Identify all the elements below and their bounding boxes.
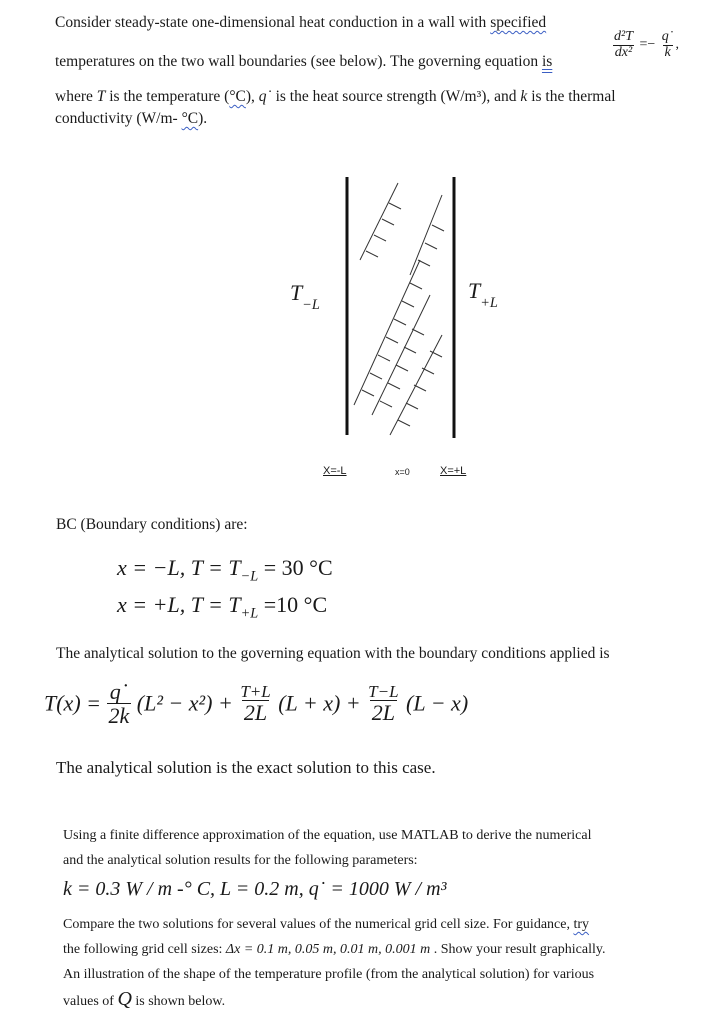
- governing-equation: [612, 30, 679, 60]
- fraction-denominator: dx²: [614, 44, 633, 60]
- equals-minus: =−: [639, 37, 656, 53]
- exact-solution-note: The analytical solution is the exact solution to this case.: [56, 758, 436, 777]
- frac3-den: 2L: [371, 700, 395, 726]
- task-line: [63, 987, 688, 1014]
- task-paragraph-1: [63, 823, 683, 873]
- bc-row-2: [117, 592, 327, 622]
- bc2-sub: +L: [240, 605, 259, 622]
- label-T: T: [290, 280, 303, 305]
- task-line: An illustration of the shape of the temperature profile (from the analytical solution) for various: [63, 967, 595, 982]
- text: . Show your result graphically.: [430, 942, 606, 957]
- grid-cell-sizes: Δx = 0.1 m, 0.05 m, 0.01 m, 0.001 m: [225, 942, 431, 957]
- axis-label-x-minus-L: X=-L: [323, 465, 347, 477]
- symbol-q: q˙: [258, 88, 272, 105]
- solution-fraction-3: [366, 683, 400, 725]
- text: where: [55, 88, 97, 105]
- frac2-den: 2L: [243, 700, 268, 726]
- right-temperature-label: [468, 278, 498, 312]
- bc-heading: BC (Boundary conditions) are:: [56, 516, 248, 533]
- left-temperature-label: [290, 280, 320, 314]
- text: the following grid cell sizes:: [63, 942, 226, 957]
- text: ).: [198, 110, 208, 127]
- task-line: and the analytical solution results for the following parameters:: [63, 853, 418, 868]
- frac2-num: T+L: [240, 681, 271, 701]
- task-line: [63, 912, 688, 937]
- bc-row-1: [117, 555, 333, 585]
- text: is the heat source strength (W/m³), and: [271, 88, 521, 105]
- wall-figure: [270, 165, 530, 490]
- frac3-num: T−L: [368, 681, 399, 701]
- solution-fraction-1: [107, 680, 132, 727]
- fraction-numerator: d²T: [614, 29, 633, 44]
- bc1-rhs: = 30 °C: [258, 555, 333, 580]
- solution-lhs: T(x) =: [44, 690, 101, 716]
- intro-line-1: [55, 12, 675, 34]
- equation-comma: ,: [675, 37, 679, 53]
- label-T: T: [468, 278, 481, 303]
- source-fraction: [660, 30, 676, 60]
- analytical-solution-equation: [44, 680, 468, 727]
- task-paragraph-2: [63, 912, 688, 1014]
- second-derivative-fraction: [612, 30, 635, 60]
- spellcheck-word-try[interactable]: try: [573, 917, 590, 932]
- solution-term-3: (L − x): [406, 690, 469, 716]
- text: conductivity (W/m-: [55, 110, 182, 127]
- solution-term-1: (L² − x²) +: [136, 690, 233, 716]
- text: Compare the two solutions for several values of the numerical grid cell size. For guidance,: [63, 917, 570, 932]
- bc2-rhs: =10 °C: [258, 592, 328, 617]
- unit-celsius[interactable]: °C: [181, 110, 199, 127]
- symbol-Q: Q: [117, 988, 132, 1010]
- axis-label-x-plus-L: X=+L: [440, 465, 467, 477]
- grammar-word-is[interactable]: is: [541, 53, 553, 70]
- unit-celsius[interactable]: °C: [229, 88, 246, 105]
- frac1-num: q˙: [109, 679, 129, 704]
- symbol-k: k: [520, 88, 528, 105]
- text: is the temperature (: [105, 88, 230, 105]
- source-numerator: q˙: [661, 29, 674, 44]
- label-sub-minus-L: −L: [302, 297, 320, 314]
- source-denominator: k: [664, 44, 671, 60]
- bc1-lhs: x = −L, T = T: [117, 555, 241, 580]
- intro-line-2: [55, 51, 615, 73]
- solution-term-2: (L + x) +: [278, 690, 361, 716]
- axis-label-x-zero: x=0: [395, 467, 410, 477]
- intro-line-4: [55, 108, 207, 130]
- spellcheck-word-specified[interactable]: specified: [490, 14, 547, 31]
- task-line: Using a finite difference approximation of the equation, use MATLAB to derive the numerical: [63, 828, 592, 843]
- intro-line-3: [55, 86, 695, 108]
- text: is the thermal: [527, 88, 616, 105]
- task-line: [63, 937, 688, 962]
- frac1-den: 2k: [108, 703, 130, 729]
- parameters-equation: k = 0.3 W / m -° C, L = 0.2 m, q˙ = 1000 W / m³: [63, 878, 447, 900]
- symbol-T: T: [96, 88, 106, 105]
- wall-hatching: [354, 183, 444, 435]
- bc1-sub: −L: [240, 568, 259, 585]
- label-sub-plus-L: +L: [480, 295, 498, 312]
- bc2-lhs: x = +L, T = T: [117, 592, 241, 617]
- intro-text-2: temperatures on the two wall boundaries (see below). The governing equation: [55, 53, 539, 70]
- solution-fraction-2: [238, 683, 272, 725]
- text: values of: [63, 994, 118, 1009]
- solution-intro: The analytical solution to the governing equation with the boundary conditions applied is: [56, 645, 610, 662]
- text: ),: [245, 88, 259, 105]
- text: is shown below.: [131, 994, 226, 1009]
- intro-text-1: Consider steady-state one-dimensional heat conduction in a wall with: [55, 14, 487, 31]
